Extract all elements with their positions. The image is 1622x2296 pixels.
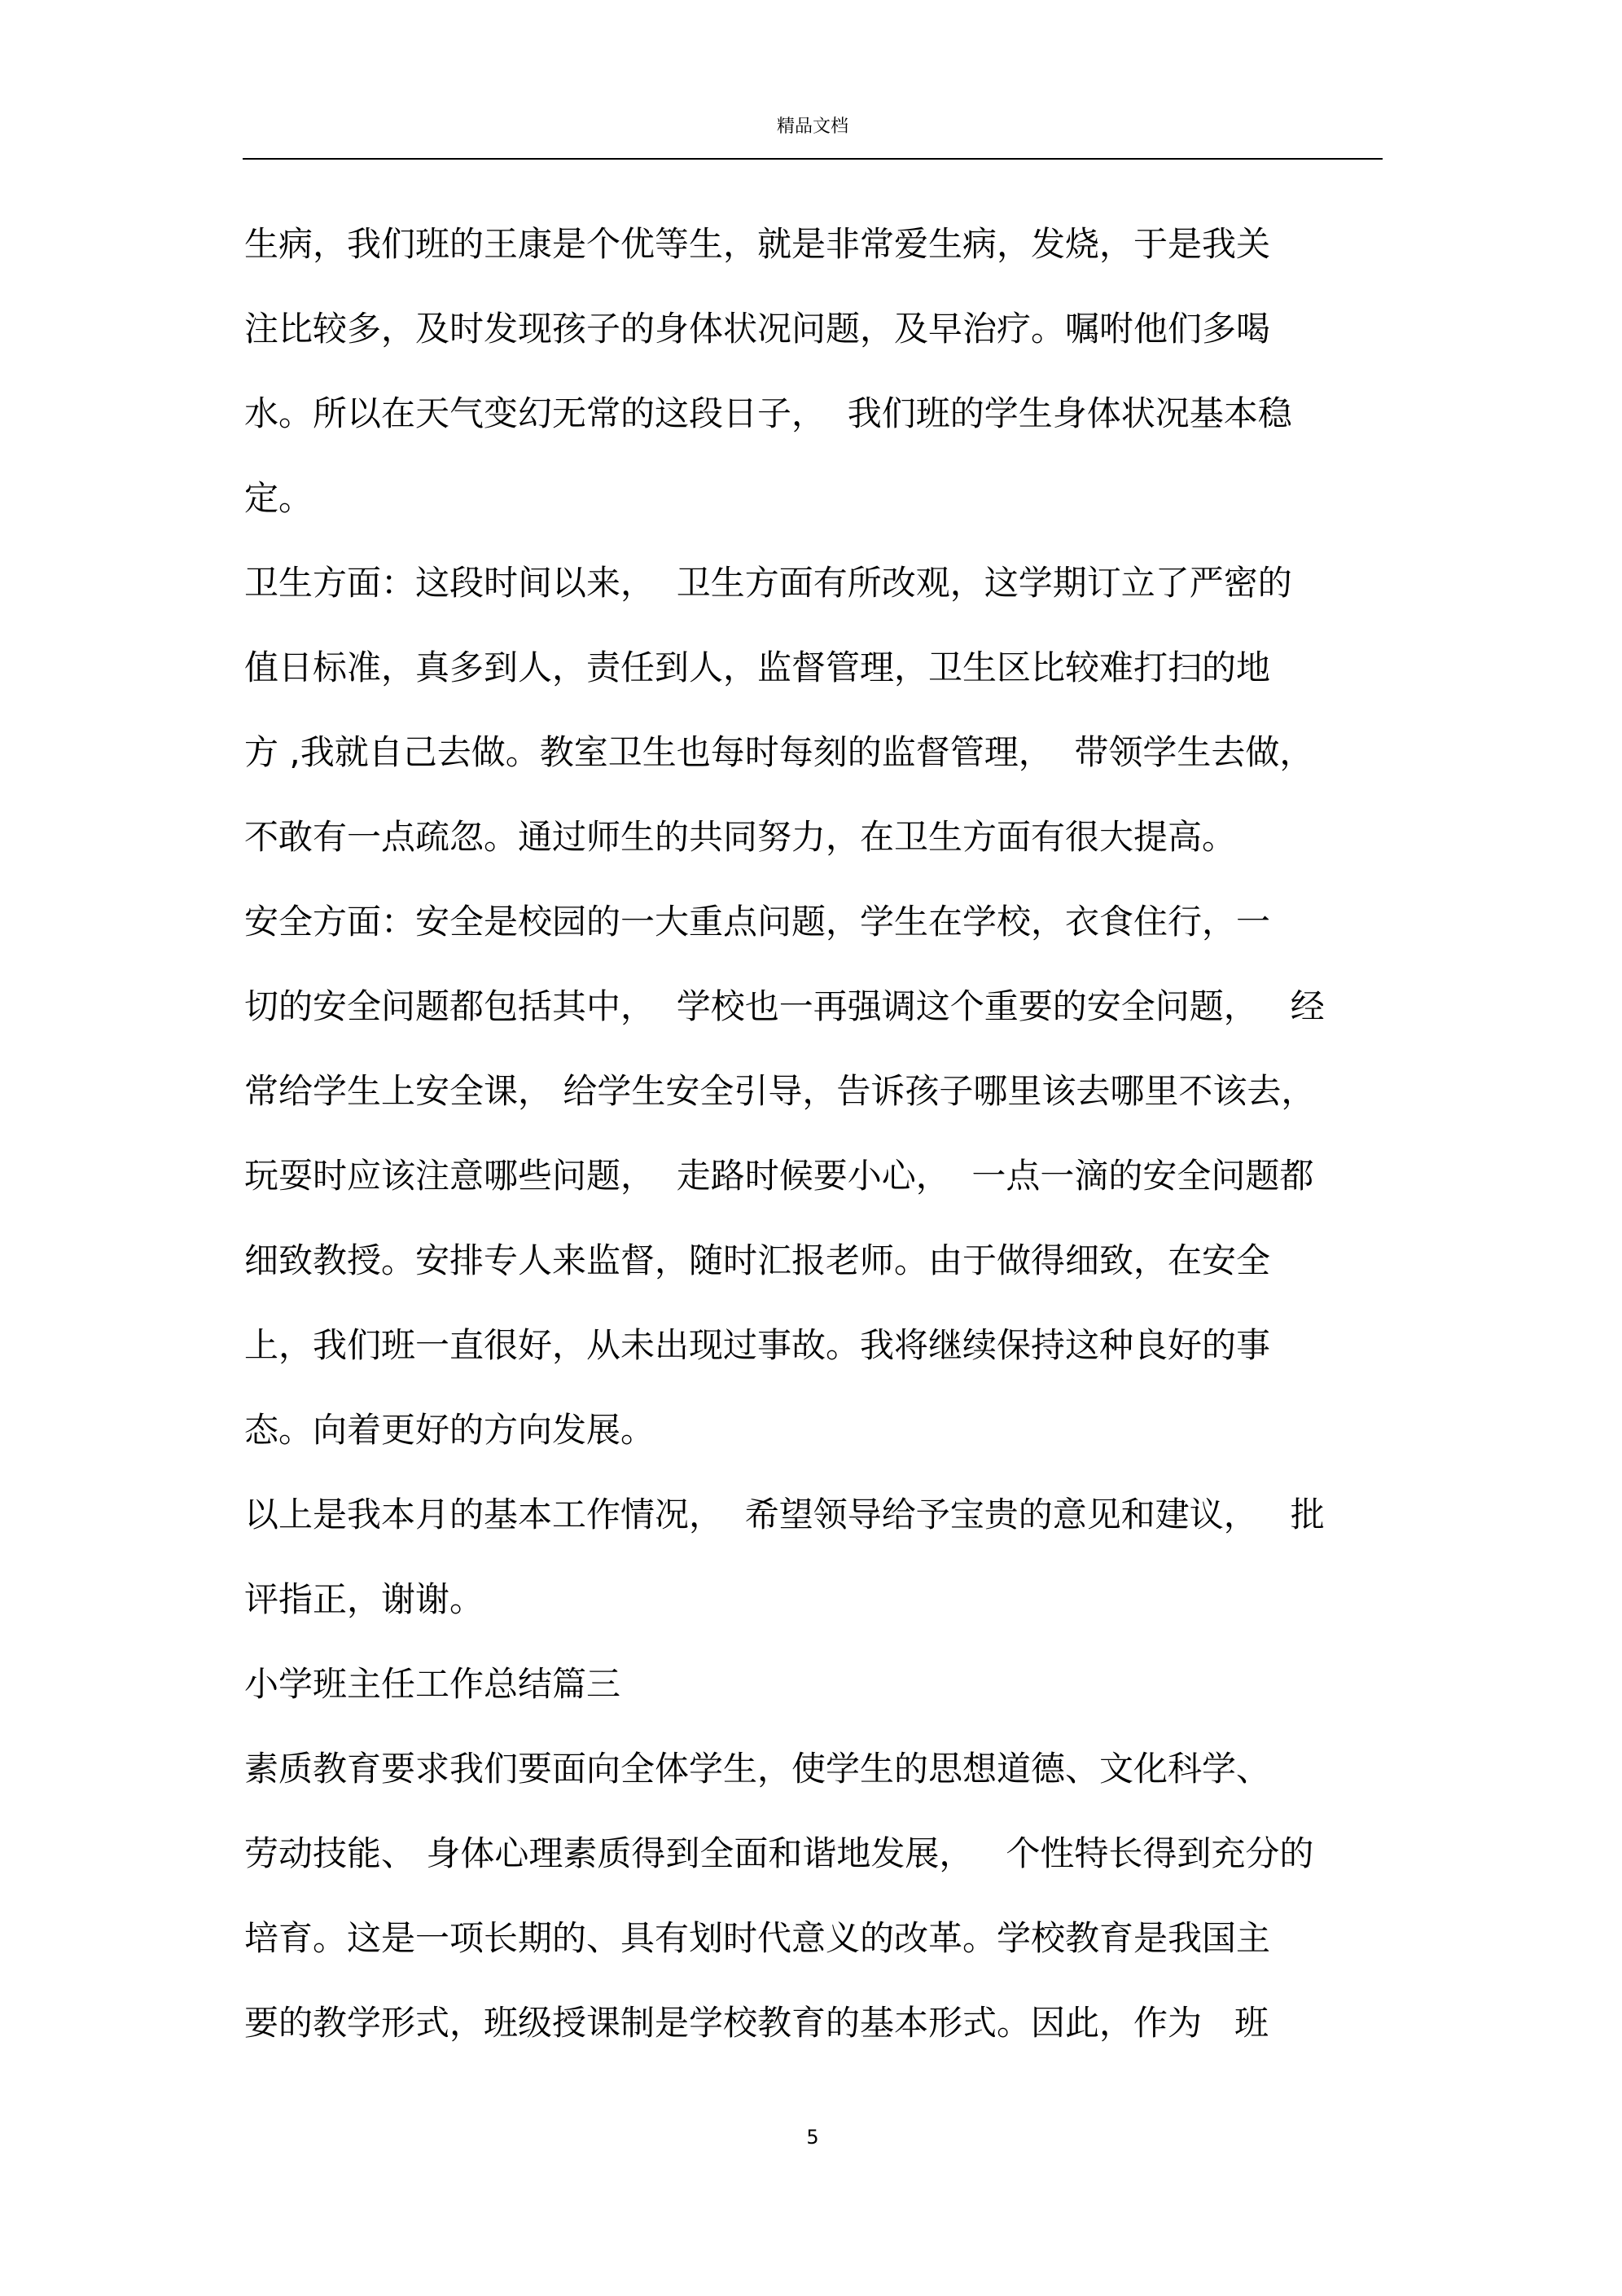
- text-line: 要的教学形式，班级授课制是学校教育的基本形式。因此，作为 班: [244, 2003, 1269, 2043]
- text-line: 上，我们班一直很好，从未出现过事故。我将继续保持这种良好的事: [244, 1325, 1271, 1365]
- text-line: 定。: [244, 478, 313, 518]
- section-heading: 小学班主任工作总结篇三: [244, 1664, 621, 1704]
- text-line: 素质教育要求我们要面向全体学生，使学生的思想道德、文化科学、: [244, 1749, 1271, 1789]
- text-line: 态。向着更好的方向发展。: [244, 1410, 655, 1450]
- text-line: 方 ,我就自己去做。教室卫生也每时每刻的监督管理， 带领学生去做，: [244, 732, 1314, 772]
- text-line: 以上是我本月的基本工作情况， 希望领导给予宝贵的意见和建议， 批: [244, 1495, 1325, 1534]
- page-number: 5: [806, 2126, 819, 2149]
- text-line: 细致教授。安排专人来监督，随时汇报老师。由于做得细致，在安全: [244, 1240, 1271, 1280]
- page-header: 精品文档: [776, 116, 848, 137]
- text-line: 卫生方面：这段时间以来， 卫生方面有所改观，这学期订立了严密的: [244, 563, 1292, 603]
- text-line: 评指正，谢谢。: [244, 1579, 484, 1619]
- text-line: 劳动技能、 身体心理素质得到全面和谐地发展， 个性特长得到充分的: [244, 1833, 1314, 1873]
- document-body: [244, 215, 1401, 2079]
- text-line: 玩耍时应该注意哪些问题， 走路时候要小心， 一点一滴的安全问题都: [244, 1156, 1314, 1196]
- text-line: 生病，我们班的王康是个优等生，就是非常爱生病，发烧，于是我关: [244, 224, 1271, 264]
- text-line: 培育。这是一项长期的、具有划时代意义的改革。学校教育是我国主: [244, 1918, 1271, 1958]
- text-line: 安全方面：安全是校园的一大重点问题，学生在学校，衣食住行，一: [244, 902, 1271, 942]
- header-divider: [243, 158, 1383, 160]
- text-line: 切的安全问题都包括其中， 学校也一再强调这个重要的安全问题， 经: [244, 986, 1325, 1026]
- text-line: 不敢有一点疏忽。通过师生的共同努力，在卫生方面有很大提高。: [244, 817, 1237, 857]
- text-line: 常给学生上安全课， 给学生安全引导，告诉孩子哪里该去哪里不该去，: [244, 1071, 1316, 1111]
- text-line: 水。所以在天气变幻无常的这段日子， 我们班的学生身体状况基本稳: [244, 393, 1292, 433]
- text-line: 值日标准，真多到人，责任到人，监督管理，卫生区比较难打扫的地: [244, 648, 1271, 687]
- text-line: 注比较多，及时发现孩子的身体状况问题，及早治疗。嘱咐他们多喝: [244, 309, 1271, 349]
